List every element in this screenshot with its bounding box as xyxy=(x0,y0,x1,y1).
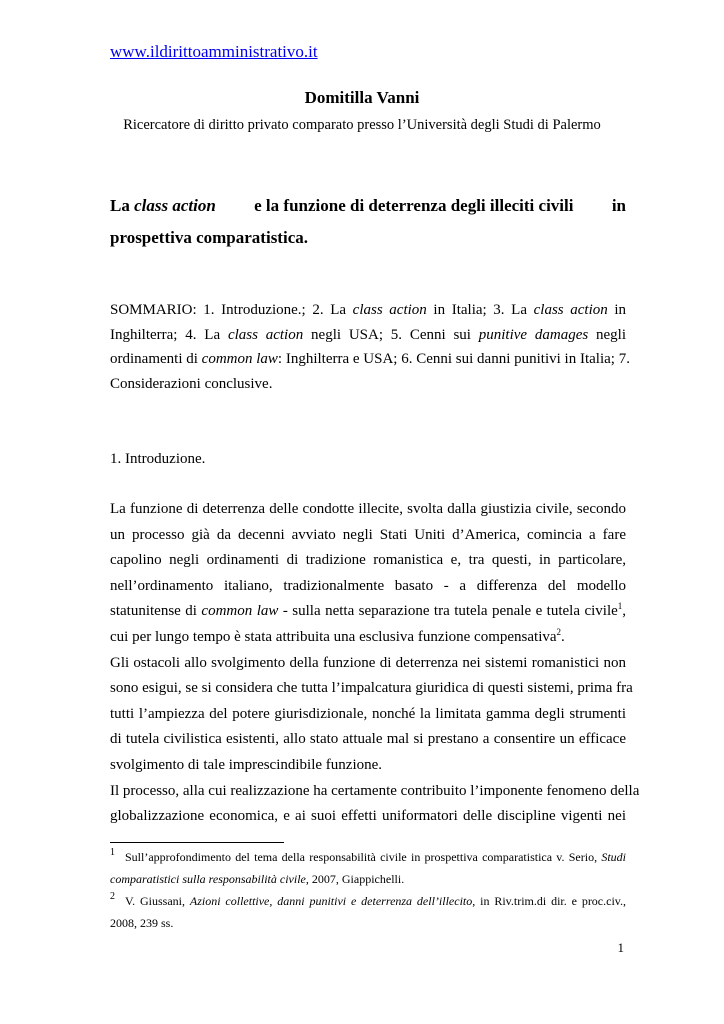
paragraph xyxy=(110,779,640,830)
body-text-segment: cui per lungo tempo è stata attribuita una esclusiva funzione compensativa xyxy=(110,628,557,645)
footnote-1 xyxy=(110,846,626,890)
summary-text: negli USA; 5. Cenni sui xyxy=(311,326,471,343)
body-line xyxy=(110,625,626,651)
body-line: Il processo, alla cui realizzazione ha certamente contribuito l’imponente fenomeno della xyxy=(110,782,640,799)
body-line: La funzione di deterrenza delle condotte illecite, svolta dalla giustizia civile, secondo xyxy=(110,501,626,517)
body-line: globalizzazione economica, e ai suoi effetti uniformatori delle discipline vigenti nei xyxy=(110,808,626,825)
body-text-segment: - sulla netta separazione tra tutela penale e tutela civile xyxy=(282,603,618,620)
body-line: nell’ordinamento italiano, tradizionalmente basato - a differenza del modello xyxy=(110,577,626,594)
summary-text: SOMMARIO: 1. Introduzione.; 2. La xyxy=(110,302,347,318)
summary-text: : Inghilterra e USA; 6. Cenni sui danni punitivi in Italia; 7. xyxy=(277,351,630,367)
body-line: sono esigui, se si considera che tutta l’impalcatura giuridica di questi sistemi, prima fra xyxy=(110,680,633,697)
title-segment xyxy=(110,190,216,222)
footnote-2 xyxy=(110,890,626,934)
page-number: 1 xyxy=(617,940,624,955)
section-heading: 1. Introduzione. xyxy=(110,451,206,467)
title-line-2: prospettiva comparatistica. xyxy=(110,228,308,247)
title-italic-class-action: class action xyxy=(134,196,216,215)
footnote-ref-1[interactable]: 1 xyxy=(617,601,623,612)
author-name: Domitilla Vanni xyxy=(304,88,420,107)
body-line: Gli ostacoli allo svolgimento della funzione di deterrenza nei sistemi romanistici non xyxy=(110,654,626,671)
footnote-italic: Studi comparatistici sulla responsabilità civile xyxy=(110,850,626,886)
body-text-segment: , xyxy=(622,603,627,620)
body-line: capolino negli ordinamenti di tradizione romanistica e, tra questi, in particolare, xyxy=(110,552,626,569)
body-italic: common law xyxy=(201,603,279,620)
summary-text: in xyxy=(614,302,627,318)
summary-italic: punitive damages xyxy=(478,326,589,343)
footnote-italic: Azioni collettive, danni punitivi e deterrenza dell’illecito xyxy=(189,894,473,908)
body-line: svolgimento di tale imprescindibile funzione. xyxy=(110,756,383,773)
summary-line xyxy=(110,347,630,372)
summary-line: Considerazioni conclusive. xyxy=(110,375,273,392)
summary-line xyxy=(110,298,626,323)
footnote-number: 1 xyxy=(110,847,115,858)
summary-text: in Italia; 3. La xyxy=(433,302,527,318)
title-segment: e la funzione di deterrenza degli illeciti civili xyxy=(254,196,574,215)
body-line: di tutela civilistica esistenti, allo stato attuale mal si prestano a consentire un efficace xyxy=(110,731,626,748)
paragraph xyxy=(110,651,633,779)
header-url-link[interactable]: www.ildirittoamministrativo.it xyxy=(110,42,318,61)
footnote-text: , in Riv.trim.di dir. e proc.civ., 2008, 239 ss. xyxy=(110,894,627,930)
footnote-text: V. Giussani, xyxy=(125,894,185,908)
paragraph xyxy=(110,497,626,651)
summary-text: negli xyxy=(596,326,627,343)
body-text xyxy=(110,497,640,830)
footnote-text: Sull’approfondimento del tema della responsabilità civile in prospettiva comparatistica v. Serio, xyxy=(125,850,598,864)
title-segment: in xyxy=(611,196,626,215)
summary-block xyxy=(110,298,630,396)
body-line xyxy=(110,599,626,625)
article-title xyxy=(110,190,626,254)
body-line: un processo già da decenni avviato negli Stati Uniti d’America, comincia a fare xyxy=(110,526,626,543)
author-affiliation: Ricercatore di diritto privato comparato presso l’Università degli Studi di Palermo xyxy=(123,117,601,133)
footnote-separator xyxy=(110,842,284,843)
summary-line xyxy=(110,323,626,348)
title-text: La xyxy=(110,196,130,215)
footnote-ref-2[interactable]: 2 xyxy=(556,626,562,637)
summary-text: ordinamenti di xyxy=(110,351,198,367)
body-text-segment: . xyxy=(561,628,565,645)
summary-italic: class action xyxy=(227,326,304,343)
body-text-segment: statunitense di xyxy=(110,603,197,620)
footnote-number: 2 xyxy=(110,891,115,902)
footnotes xyxy=(110,846,626,934)
summary-italic: class action xyxy=(352,302,427,318)
body-line: tutti l’ampiezza del potere giurisdizionale, nonché la limitata gamma degli strumenti xyxy=(110,705,626,722)
footnote-text: , 2007, Giappichelli. xyxy=(305,872,405,886)
title-line-1 xyxy=(110,190,626,222)
summary-italic: common law xyxy=(201,351,278,367)
summary-italic: class action xyxy=(533,302,608,318)
summary-text: Inghilterra; 4. La xyxy=(110,326,221,343)
